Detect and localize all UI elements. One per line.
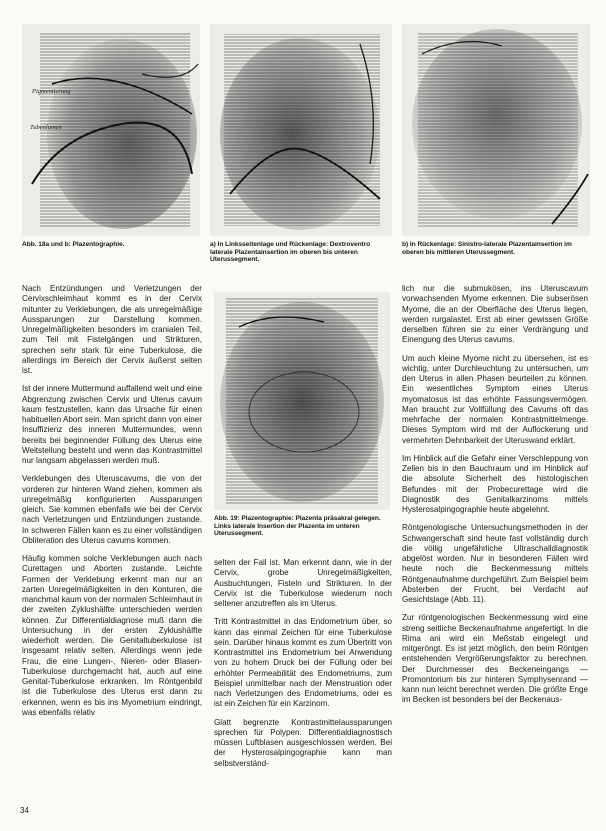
figure-caption: Abb. 18a und b: Plazentographie. [22, 241, 125, 248]
paragraph: Glatt begrenzte Kontrastmittelaussparungen sprechen für Polypen. Differentialdiagnostisch müssen Luftblasen ausgeschlossen werden. Bei der Hysterosalpingographie kann man selbstverständ- [214, 717, 392, 768]
paragraph: Um auch kleine Myome nicht zu übersehen, ist es wichtig, unter Durchleuchtung zu untersuchen, um den Uterus in allen Phasen beurteilen zu können. Ein wesentliches Symptom eines Uterus myomatosus ist das erhöhte Fassungsvermögen. Man braucht zur Vollfüllung des Cavums oft das mehrfache der normalen Kontrastmittelmenge. Dieses Symptom wird mit der Auflockerung und vermehrten Dehnbarkeit der Uteruswand erklärt. [402, 353, 588, 445]
paragraph: Nach Entzündungen und Verletzungen der Cervixschleimhaut kommt es in der Cervix mitunter zu Verklebungen, die als unregelmäßige Aussparungen zur Darstellung kommen. Unregelmäßigkeiten besonders im cranialen Teil, zum Teil mit Fistelgängen und Strikturen, sprechen sehr stark für eine Tuberkulose, die allerdings im Bereich der Cervix äußerst selten ist. [22, 284, 202, 375]
figure-caption: Abb. 19: Plazentographie: Plazenta präsakral gelegen. Links laterale Insertion der Plazenta im unteren Uterussegment. [214, 515, 381, 538]
xray-image [210, 24, 392, 236]
text-column-right [402, 284, 588, 714]
figure-plazentographie-3 [402, 24, 590, 236]
figure-plazentographie-2 [210, 24, 392, 236]
paragraph: Verklebungen des Uteruscavums, die von der vorderen zur hinteren Wand ziehen, kommen als unregelmäßig konfigurierten Aussparungen gleich. Sie kommen ebenfalls wie bei der Cervix nach Verletzungen und Entzündungen zustande. In schweren Fällen kann es zu einer vollständigen Obliteration des Uterus cavums kommen. [22, 474, 202, 545]
figure-plazentographie-1 [22, 24, 200, 236]
paragraph: selten der Fall ist. Man erkennt dann, wie in der Cervix, grobe Unregelmäßigkeiten, Ausbuchtungen, Fisteln und Strikturen. In der Cervix ist die Tuberkulose wiederum noch seltener anzutreffen als im Uterus. [214, 558, 392, 608]
page-number: 34 [20, 806, 29, 815]
paragraph: Häufig kommen solche Verklebungen auch nach Curettagen und Aborten zustande. Leichte Formen der Verklebung erkennt man nur an zarten Unregelmäßigkeiten in den Konturen, die manchmal kaum von der normalen Schleimhaut in der zweiten Zyklushälfte unterschieden werden können. Zur Differentialdiagnose muß dann die Untersuchung in der ersten Zyklushälfte wiederholt werden. Die Genitaltuberkulose ist insgesamt relativ selten. Allerdings wenn jede Frau, die eine Lungen-, Nieren- oder Blasen-Tuberkulose durchgemacht hat, auch auf eine Genital-Tuberkulose erkranken. Im Röntgenbild ist die Tuberkulose des Uterus erst dann zu erkennen, wenn es bis ins Myometrium eindringt, was ebenfalls relativ [22, 554, 202, 717]
annotation-label: Pigmentierung [32, 88, 71, 95]
paragraph: Ist der innere Muttermund auffallend weit und eine Abgrenzung zwischen Cervix und Uterus cavum kaum festzustellen, kann das Ursache für einen habituellen Abort sein. Man spricht dann von einer Insuffizienz des inneren Muttermundes, wenn bereits bei beginnender Füllung des Uterus eine Weitstellung besteht und wenn das Kontrastmittel nur langsam abgelassen werden muß. [22, 384, 202, 465]
text-column-middle [214, 558, 392, 777]
paragraph: lich nur die submukösen, ins Uteruscavum vorwachsenden Myome erkennen. Die subserösen Myome, die an der Oberfläche des Uterus liegen, werden rurgalastet. Erst ab einer gewissen Größe derselben führen sie zu einer Verdrängung und Einengung des Uterus cavums. [402, 284, 588, 345]
annotation-label: Tubenlumen [30, 124, 62, 131]
xray-image [214, 292, 390, 510]
paragraph: Zur röntgenologischen Beckenmessung wird eine streng seitliche Beckenaufnahme angefertigt. In die Rima ani wird ein Meßstab eingelegt und mitgeröngt. Es ist jetzt möglich, den beim Röntgen entstehenden Vergrößerungsfaktor zu berechnen. Der Durchmesser des Beckeneingangs — Promontorium bis zur hinteren Symphysenrand — kann nun leicht berechnet werden. Die größte Enge im Becken ist besonders bei der Beckenaus- [402, 613, 588, 705]
paragraph: Tritt Kontrastmittel in das Endometrium über, so kann das einmal Zeichen für eine Tuberkulose sein. Darüber hinaus kommt es zum Übertritt von Kontrastmittel ins Endometrium bei Anwendung von zu hohem Druck bei der Füllung oder bei erhöhter Permeabilität des Endometriums, zum Beispiel unmittelbar nach der Menstruation oder nach Verletzungen des Endometriums, oder es ist ein Zeichen für ein Karzinom. [214, 617, 392, 709]
xray-image [402, 24, 590, 236]
figure-plazentographie-4 [214, 292, 390, 510]
paragraph: Im Hinblick auf die Gefahr einer Verschleppung von Zellen bis in den Bauchraum und im Hinblick auf die absolute Sicherheit des histologischen Befundes mit der Probecurettage wird die Diagnostik des Genitalkarzinoms mittels Hysterosalpingographie heute abgelehnt. [402, 453, 588, 514]
text-column-left [22, 284, 202, 726]
figure-caption: a) In Linksseitenlage und Rückenlage: Dextroventro laterale Plazentainsertion im oberen bis unteren Uterussegment. [210, 241, 371, 264]
figure-caption: b) In Rückenlage: Sinistro-laterale Plazentainsertion im oberen bis mittleren Uterussegment. [402, 241, 572, 256]
paragraph: Röntgenologische Untersuchungsmethoden in der Schwangerschaft sind heute fast vollständig durch die völlig ungefährliche Ultraschalldiagnostik abgelöst worden. Nur in besonderen Fällen wird heute noch die Beckenmessung mittels Röntgenaufnahme durchgeführt. Zum Beispiel beim Absterben der Frucht, bei Verdacht auf Gesichtslage (Abb. 11). [402, 523, 588, 604]
